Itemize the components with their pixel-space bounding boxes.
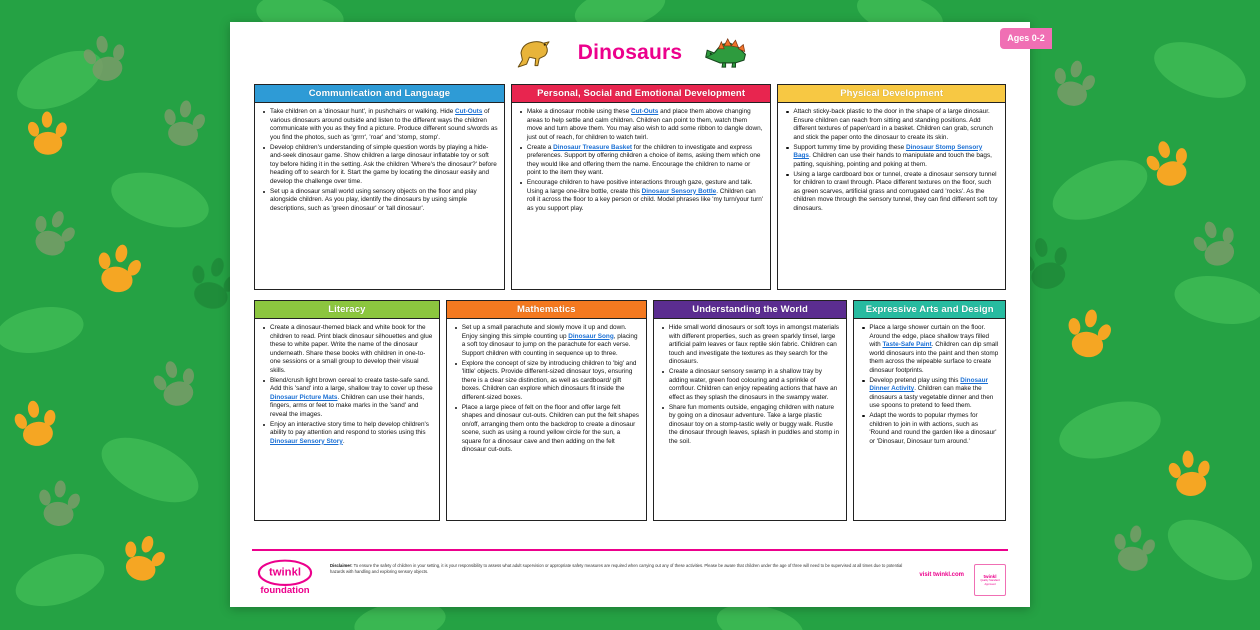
activity-item: Explore the concept of size by introducing children to 'big' and 'little' objects. Provide different-sized dinosaur toys, ensuring there is a clear size distinction, as well as cardboard/ gift boxes. Children can explore which dinosaurs fit inside the different-sized boxes. [462, 360, 640, 403]
resource-link[interactable]: Dinosaur Picture Mats [270, 393, 338, 401]
activity-item: Set up a dinosaur small world using sensory objects on the floor and play alongside children. As you play, identify the dinosaurs by using simple descriptions, such as 'green dinosaur' or 'tall dinosaur'. [270, 188, 498, 214]
activity-list [451, 324, 640, 455]
age-range-label: Ages 0-2 [1007, 33, 1045, 43]
resource-link[interactable]: Dinosaur Treasure Basket [553, 143, 633, 151]
resource-link[interactable]: Cut-Outs [630, 108, 659, 115]
seal-text: Quality Standard Approved [980, 579, 1000, 586]
resource-link[interactable]: Dinosaur Song [568, 332, 614, 340]
activity-item: Create a dinosaur-themed black and white book for the children to read. Print black dinosaur silhouettes and glue these to white paper. Write the name of the dinosaur underneath. Share these books with children in one-to-one sessions or a small group to develop their visual skills. [270, 324, 433, 374]
area-body-mathematics [447, 319, 646, 520]
activity-list [658, 324, 841, 446]
area-box-expressive-arts-and-design [853, 300, 1006, 521]
activity-item: Place a large piece of felt on the floor and offer large felt shapes and dinosaur cut-outs. Children can put the felt shapes on/off, arranging them onto the backdrop to create a dinosaur scene, such as using a round yellow circle for the sun, a square for a dinosaur cave and then adding on the felt dinosaur cut-outs. [461, 403, 639, 454]
curriculum-grid [230, 84, 1030, 521]
age-range-badge [1000, 28, 1052, 49]
area-box-communication-and-language [254, 84, 505, 290]
page-header [230, 22, 1045, 84]
disclaimer-body: To ensure the safety of children in your setting, it is your responsibility to assess what adult supervision or appropriate safety measures are required when carrying out any of these activities. Please be aware that children under the age of three will need to be supervised at all times due to potential hazards with handling and exploring sensory objects. [330, 563, 903, 575]
area-box-mathematics [446, 300, 647, 521]
resource-link[interactable]: Dinosaur Sensory Story [270, 437, 343, 445]
worksheet-page [230, 22, 1045, 607]
activity-item: Set up a small parachute and slowly move it up and down. Enjoy singing this simple counting up Dinosaur Song, placing a soft toy dinosaur to jump on the parachute for each verse. Support children with counting in sequence up to three. [462, 324, 640, 358]
area-header-mathematics: Mathematics [447, 301, 646, 319]
activity-item: Create a dinosaur sensory swamp in a shallow tray by adding water, green food colouring and a sprinkle of cornflour. Children can enjoy repeating actions that have an effect as they splash the dinosaurs in the swampy water. [669, 368, 841, 402]
area-header-communication-and-language: Communication and Language [255, 85, 504, 103]
activity-item: Place a large shower curtain on the floor. Around the edge, place shallow trays filled with Taste-Safe Paint. Children can dip small world dinosaurs into the paint and then stomp them across the wipeable surface to create dinosaur footprints. [869, 324, 999, 374]
area-body-personal-social-and-emotional-development [512, 103, 770, 289]
area-header-personal-social-and-emotional-development: Personal, Social and Emotional Development [512, 85, 770, 103]
area-body-expressive-arts-and-design [854, 319, 1005, 520]
activity-item: Enjoy an interactive story time to help develop children's ability to pay attention and respond to stories using this Dinosaur Sensory Story. [270, 421, 433, 447]
activity-item: Adapt the words to popular rhymes for children to join in with actions, such as 'Round and round the garden like a dinosaur' or 'Dinosaur, Dinosaur turn around.' [869, 412, 999, 446]
activity-item: Hide small world dinosaurs or soft toys in amongst materials with different properties, such as green sparkly tinsel, large artificial palm leaves or faux reptile skin fabric. Children can touch and investigate the textures as they search for the dinosaurs. [668, 324, 839, 366]
area-box-understanding-the-world [653, 300, 848, 521]
activity-list [516, 108, 764, 213]
area-header-physical-development: Physical Development [778, 85, 1005, 103]
area-body-physical-development [778, 103, 1005, 289]
activity-list [259, 324, 433, 446]
resource-link[interactable]: Dinosaur Sensory Bottle [641, 187, 717, 195]
activity-item: Make a dinosaur mobile using these Cut-Outs and place them above changing areas to help settle and calm children. Children can point to them, watch them move and turn above them. You may also wish to add some ribbon to dangle down, just out of reach, for children to watch twirl. [526, 108, 763, 141]
activity-item: Blend/crush light brown cereal to create taste-safe sand. Add this 'sand' into a large, shallow tray to cover up these Dinosaur Picture Mats. Children can use their hands, fingers, arms or feet to make marks in the 'sand' and reveal the images. [270, 376, 433, 418]
area-body-communication-and-language [255, 103, 504, 289]
visit-twinkl-link[interactable]: visit twinkl.com [919, 572, 964, 578]
activity-item: Using a large cardboard box or tunnel, create a dinosaur sensory tunnel for children to crawl through. Place different textures on the floor, such as green scarves, artificial grass and corrugated card 'rocks'. As the children move through the sensory tunnel, they can find different soft toy dinosaurs. [793, 170, 998, 212]
activity-item: Create a Dinosaur Treasure Basket for the children to investigate and express preferences. Support by offering children a choice of items, asking them which one they would like and offering them the name. Encourage the children to name or point to the item they want. [527, 144, 764, 178]
svg-text:foundation: foundation [260, 584, 310, 596]
area-header-literacy: Literacy [255, 301, 439, 319]
activity-item: Share fun moments outside, engaging children with nature by going on a dinosaur adventure. Take a large plastic dinosaur toy on a stomp-tastic welly or buggy walk. Rustle the dinosaur through leaves, splash in puddles and stomp in the soil. [668, 403, 840, 445]
resource-link[interactable]: Taste-Safe Paint [882, 341, 932, 349]
area-box-physical-development [777, 84, 1006, 290]
activity-item: Take children on a 'dinosaur hunt', in pushchairs or walking. Hide Cut-Outs of various dinosaurs around outside and listen to the different ways the children communicate with you as they find a picture. Produce different sound s/words as you find the photos, such as 'grrrr', 'roar' and 'stomp, stomp'. [270, 108, 498, 141]
activity-item: Develop children's understanding of simple question words by playing a hide-and-seek dinosaur game. Show children a large dinosaur inflatable toy or soft toy before hiding it in the setting. Ask the children 'Where's the dinosaur?' before heading off to search for it. Start the game by locating the dinosaur easily and develop the challenge over time. [270, 143, 497, 185]
stegosaurus-dinosaur-icon [704, 36, 746, 70]
quality-standard-seal [974, 564, 1006, 596]
resource-link[interactable]: Cut-Outs [455, 108, 483, 115]
area-box-literacy [254, 300, 440, 521]
area-box-personal-social-and-emotional-development [511, 84, 771, 290]
grid-row-bottom [254, 300, 1006, 521]
area-header-expressive-arts-and-design: Expressive Arts and Design [854, 301, 1005, 319]
theropod-dinosaur-icon [514, 36, 556, 70]
activity-item: Encourage children to have positive interactions through gaze, gesture and talk. Using a large one-litre bottle, create this Dinosaur Sensory Bottle. Children can roll it across the floor to a key person or child. Model phrases like 'my turn/your turn' as you support play. [526, 179, 764, 212]
activity-item: Support tummy time by providing these Dinosaur Stomp Sensory Bags. Children can use their hands to manipulate and touch the bags, patting, squishing, pointing and poking at them. [793, 144, 999, 170]
twinkl-foundation-logo [254, 558, 316, 598]
activity-list [782, 108, 999, 213]
activity-list [858, 324, 999, 446]
page-footer [252, 549, 1008, 607]
disclaimer-text [316, 558, 919, 576]
grid-row-top [254, 84, 1006, 290]
area-header-understanding-the-world: Understanding the World [654, 301, 847, 319]
activity-item: Develop pretend play using this Dinosaur Dinner Activity. Children can make the dinosaurs a tasty vegetable dinner and then use spoons to pretend to feed them. [869, 377, 999, 411]
area-body-literacy [255, 319, 439, 520]
resource-link[interactable]: Dinosaur Stomp Sensory Bags [793, 143, 983, 160]
page-title: Dinosaurs [577, 41, 683, 64]
disclaimer-label: Disclaimer: [330, 563, 353, 568]
resource-link[interactable]: Dinosaur Dinner Activity [869, 376, 988, 393]
activity-item: Attach sticky-back plastic to the door in the shape of a large dinosaur. Ensure children can reach from sitting and standing positions. Add different textures of paper/card in a basket. Children can grab, scrunch and stick the paper onto the dinosaur to create its skin. [793, 108, 999, 142]
area-body-understanding-the-world [654, 319, 847, 520]
svg-text:twinkl: twinkl [268, 566, 302, 579]
seal-brand: twinkl [983, 574, 997, 580]
activity-list [259, 108, 498, 213]
